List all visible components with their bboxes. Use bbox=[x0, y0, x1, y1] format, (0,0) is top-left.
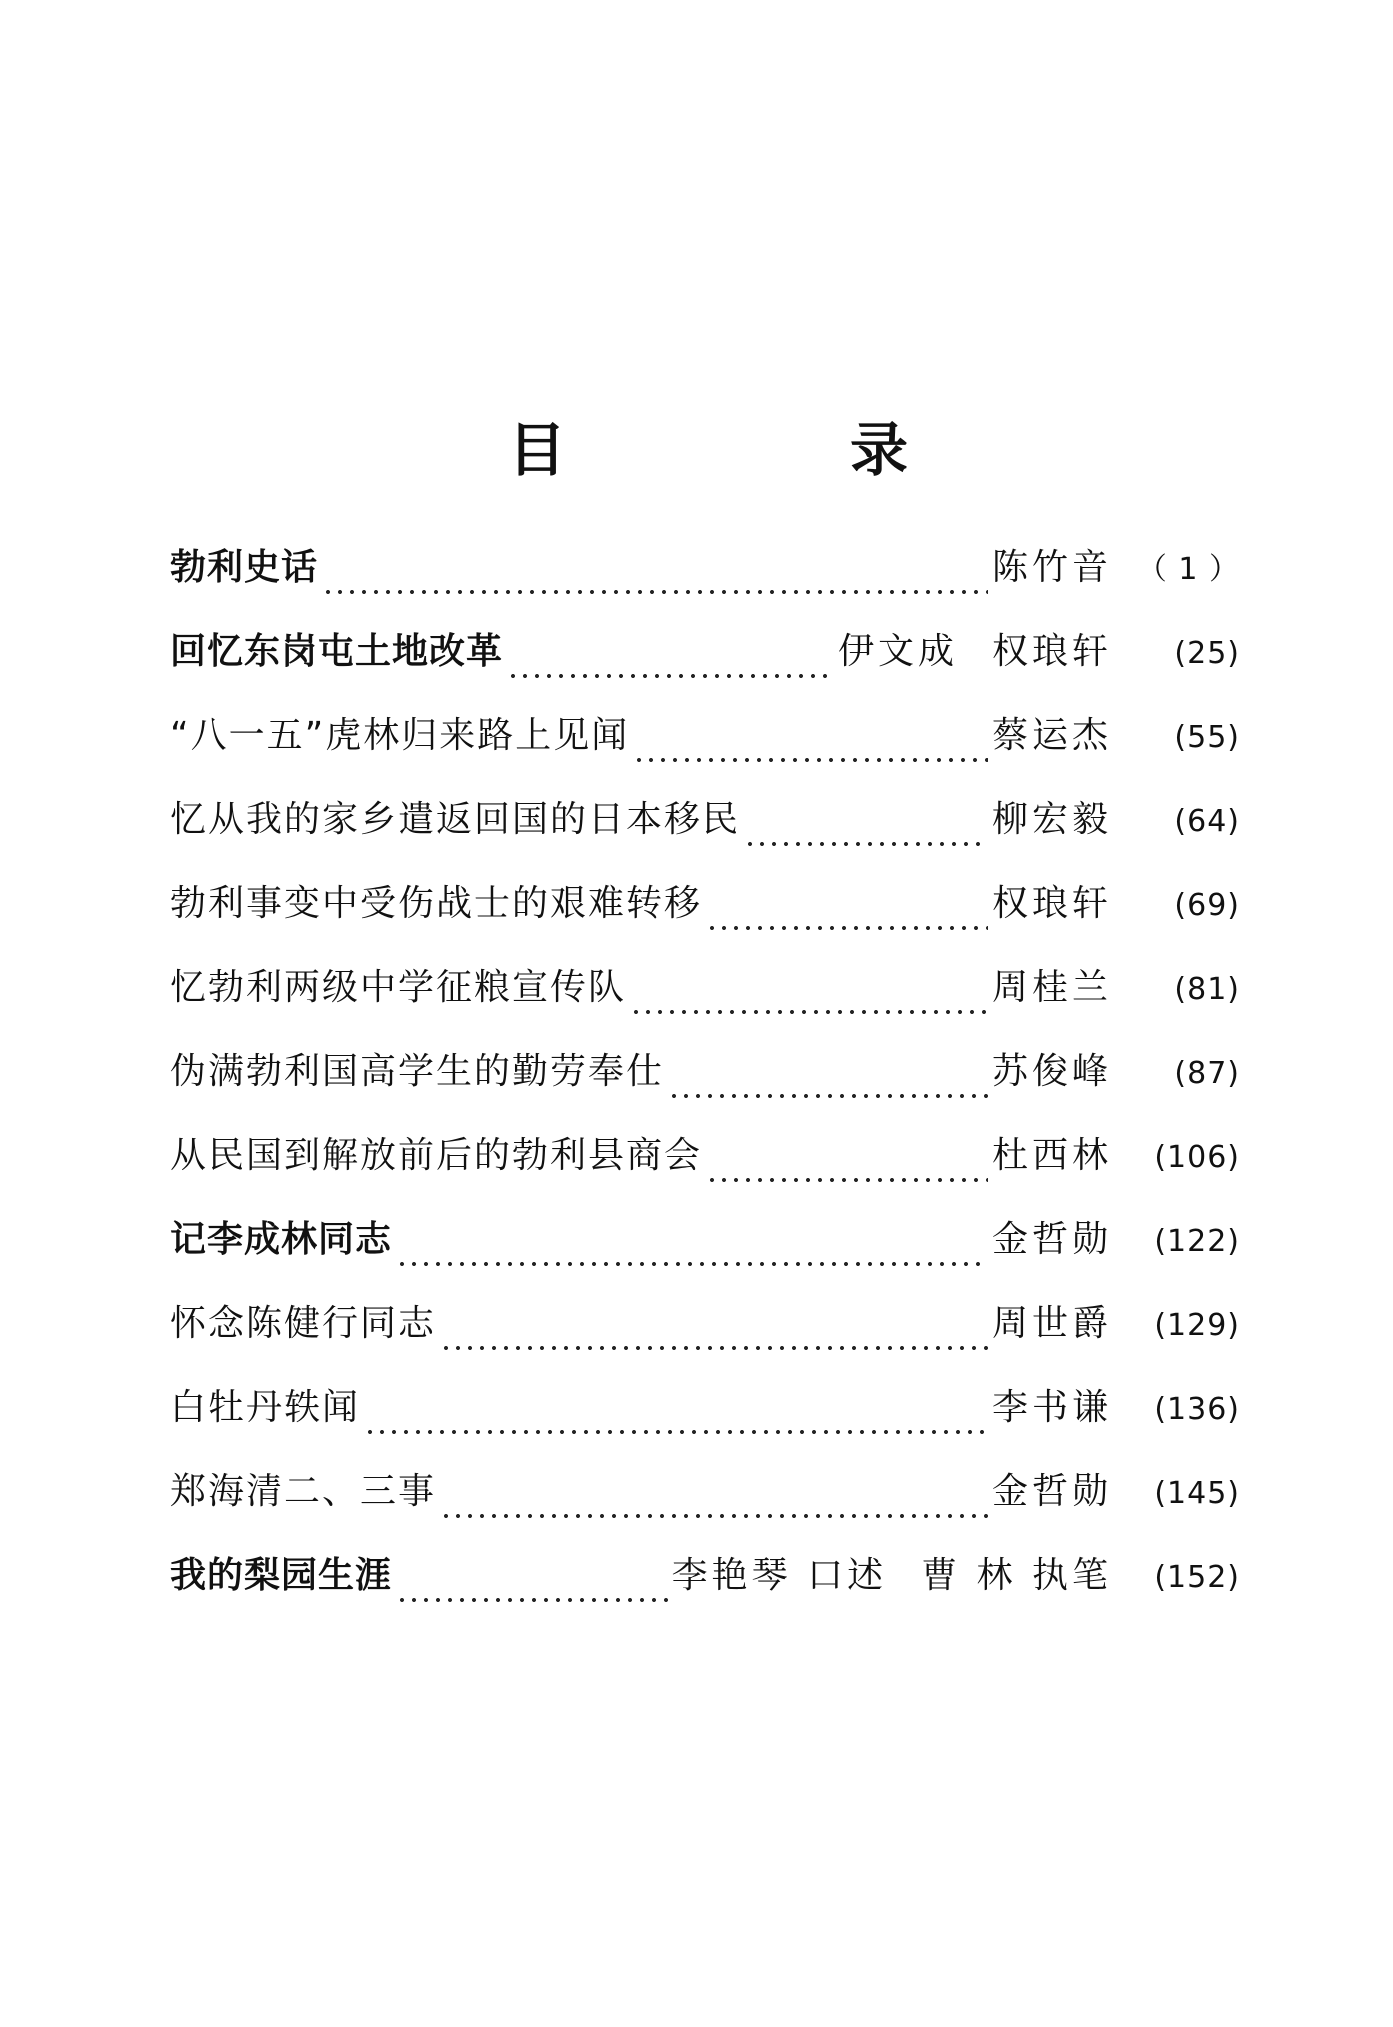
toc-heading-char-2: 录 bbox=[850, 416, 909, 484]
toc-entry bbox=[170, 1212, 1240, 1296]
dot-leader bbox=[364, 1428, 988, 1436]
toc-entry-author: 柳宏毅 bbox=[991, 799, 1112, 840]
toc-entry bbox=[170, 1548, 1240, 1632]
toc-entry-page: (87) bbox=[1174, 1056, 1240, 1091]
toc-entry-author: 苏俊峰 bbox=[991, 1051, 1112, 1092]
toc-entry-page: (145) bbox=[1154, 1476, 1240, 1511]
toc-entry bbox=[170, 876, 1240, 960]
toc-entry-page: (129) bbox=[1154, 1308, 1240, 1343]
toc-entry bbox=[170, 624, 1240, 708]
toc-entry-title: 勃利事变中受伤战士的艰难转移 bbox=[170, 883, 703, 924]
toc-entry-title: 记李成林同志 bbox=[170, 1219, 393, 1260]
toc-entry-title: 伪满勃利国高学生的勤劳奉仕 bbox=[170, 1051, 665, 1092]
toc-entry-title: 忆勃利两级中学征粮宣传队 bbox=[170, 967, 627, 1008]
toc-entry-author-secondary: 权琅轩 bbox=[991, 631, 1112, 672]
toc-entry-author-primary: 李艳琴 口述 bbox=[671, 1555, 888, 1596]
toc-entry-author: 周世爵 bbox=[991, 1303, 1112, 1344]
toc-entry-author bbox=[838, 624, 1112, 680]
toc-entry-page: (81) bbox=[1174, 972, 1240, 1007]
toc-entry-author: 杜西林 bbox=[991, 1135, 1112, 1176]
dot-leader bbox=[507, 672, 834, 680]
toc-entry-page: (136) bbox=[1154, 1392, 1240, 1427]
toc-entry-author-secondary: 曹 林 执笔 bbox=[921, 1555, 1112, 1596]
dot-leader bbox=[706, 1176, 988, 1184]
toc-entry bbox=[170, 1044, 1240, 1128]
toc-entry-page: （ 1 ） bbox=[1136, 552, 1240, 587]
toc-entry-title: 勃利史话 bbox=[170, 547, 319, 588]
toc-entry-page: (55) bbox=[1174, 720, 1240, 755]
toc-heading bbox=[0, 410, 1393, 510]
toc-entry-title: 白牡丹轶闻 bbox=[170, 1387, 361, 1428]
toc-entry bbox=[170, 1380, 1240, 1464]
toc-entry-title: 回忆东岗屯土地改革 bbox=[170, 631, 504, 672]
dot-leader bbox=[322, 588, 988, 596]
toc-entry-page: (106) bbox=[1154, 1140, 1240, 1175]
toc-entry-author: 权琅轩 bbox=[991, 883, 1112, 924]
toc-entry-page: (122) bbox=[1154, 1224, 1240, 1259]
toc-entry-author: 李书谦 bbox=[991, 1387, 1112, 1428]
dot-leader bbox=[440, 1344, 988, 1352]
toc-entry-author bbox=[672, 1548, 1112, 1604]
dot-leader bbox=[440, 1512, 988, 1520]
dot-leader bbox=[668, 1092, 988, 1100]
toc-entry-author-primary: 伊文成 bbox=[837, 631, 958, 672]
dot-leader bbox=[633, 756, 988, 764]
toc-entry-title: 郑海清二、三事 bbox=[170, 1471, 437, 1512]
toc-entry-page: (64) bbox=[1174, 804, 1240, 839]
toc-entry-title: 我的梨园生涯 bbox=[170, 1555, 393, 1596]
toc-entry-page: (69) bbox=[1174, 888, 1240, 923]
toc-entry bbox=[170, 960, 1240, 1044]
toc-entry bbox=[170, 708, 1240, 792]
toc-entry bbox=[170, 1128, 1240, 1212]
toc-entry-author: 金哲勋 bbox=[991, 1219, 1112, 1260]
toc-entry bbox=[170, 1464, 1240, 1548]
table-of-contents bbox=[170, 540, 1240, 1632]
toc-entry-title: 从民国到解放前后的勃利县商会 bbox=[170, 1135, 703, 1176]
dot-leader bbox=[396, 1596, 668, 1604]
dot-leader bbox=[706, 924, 988, 932]
toc-entry-page: (25) bbox=[1174, 636, 1240, 671]
toc-entry bbox=[170, 792, 1240, 876]
toc-entry bbox=[170, 1296, 1240, 1380]
dot-leader bbox=[630, 1008, 988, 1016]
toc-entry-title: 怀念陈健行同志 bbox=[170, 1303, 437, 1344]
dot-leader bbox=[744, 840, 988, 848]
toc-entry-author: 周桂兰 bbox=[991, 967, 1112, 1008]
toc-entry-author: 蔡运杰 bbox=[991, 715, 1112, 756]
toc-entry bbox=[170, 540, 1240, 624]
toc-heading-char-1: 目 bbox=[508, 416, 567, 484]
toc-entry-title: 忆从我的家乡遣返回国的日本移民 bbox=[170, 799, 741, 840]
toc-entry-author: 陈竹音 bbox=[991, 547, 1112, 588]
dot-leader bbox=[396, 1260, 988, 1268]
toc-entry-page: (152) bbox=[1154, 1560, 1240, 1595]
toc-entry-title: “八一五”虎林归来路上见闻 bbox=[170, 715, 630, 756]
toc-entry-author: 金哲勋 bbox=[991, 1471, 1112, 1512]
